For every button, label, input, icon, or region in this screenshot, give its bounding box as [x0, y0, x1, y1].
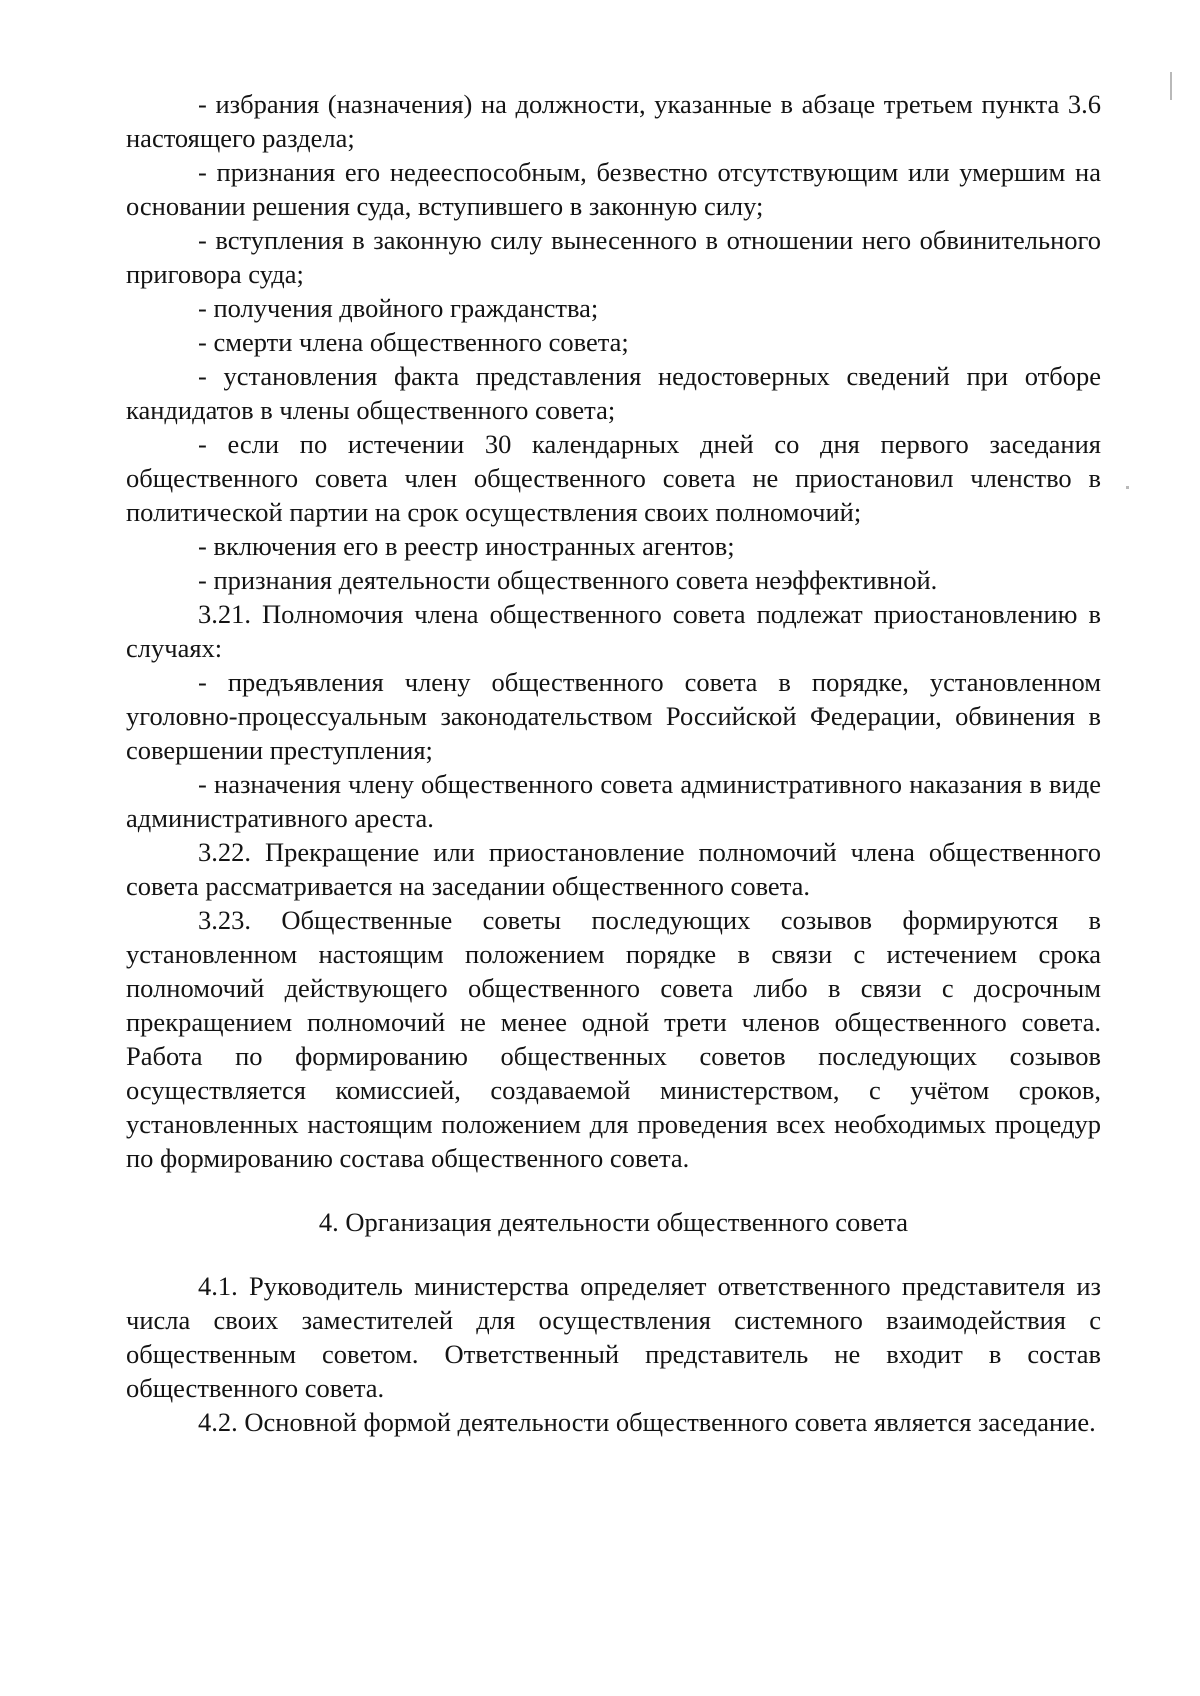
paragraph: - установления факта представления недостоверных сведений при отборе кандидатов в члены общественного совета; [126, 361, 1101, 425]
scan-artifact [1170, 72, 1172, 100]
paragraph: 4.1. Руководитель министерства определяет ответственного представителя из числа своих заместителей для осуществления системного взаимодействия с общественным советом. Ответственный представитель не входит в состав общественного совета. [126, 1271, 1101, 1403]
paragraph: - вступления в законную силу вынесенного в отношении него обвинительного приговора суда; [126, 225, 1101, 289]
paragraph: 3.21. Полномочия члена общественного совета подлежат приостановлению в случаях: [126, 599, 1101, 663]
paragraph: 4.2. Основной формой деятельности общественного совета является заседание. [198, 1407, 1096, 1437]
paragraph: - избрания (назначения) на должности, указанные в абзаце третьем пункта 3.6 настоящего раздела; [126, 89, 1101, 153]
paragraph: 3.22. Прекращение или приостановление полномочий члена общественного совета рассматривается на заседании общественного совета. [126, 837, 1101, 901]
paragraph: - назначения члену общественного совета административного наказания в виде административного ареста. [126, 769, 1101, 833]
section-heading: 4. Организация деятельности общественного совета [318, 1207, 909, 1237]
paragraph: - включения его в реестр иностранных агентов; [198, 531, 735, 561]
scan-artifact [1126, 486, 1129, 489]
paragraph: - предъявления члену общественного совета в порядке, установленном уголовно-процессуальным законодательством Российской Федерации, обвинения в совершении преступления; [126, 667, 1101, 765]
paragraph: 3.23. Общественные советы последующих созывов формируются в установленном настоящим положением порядке в связи с истечением срока полномочий действующего общественного совета либо в связи с досрочным прекращением полномочий не менее одной трети членов общественного совета. Работа по формированию общественных советов последующих созывов осуществляется комиссией, создаваемой министерством, с учётом сроков, установленных настоящим положением для проведения всех необходимых процедур по формированию состава общественного совета. [126, 905, 1101, 1173]
paragraph: - признания деятельности общественного совета неэффективной. [198, 565, 938, 595]
paragraph: - получения двойного гражданства; [198, 293, 599, 323]
document-body [126, 87, 1101, 1439]
paragraph: - смерти члена общественного совета; [198, 327, 629, 357]
paragraph: - признания его недееспособным, безвестно отсутствующим или умершим на основании решения суда, вступившего в законную силу; [126, 157, 1101, 221]
paragraph: - если по истечении 30 календарных дней со дня первого заседания общественного совета член общественного совета не приостановил членство в политической партии на срок осуществления своих полномочий; [126, 429, 1101, 527]
